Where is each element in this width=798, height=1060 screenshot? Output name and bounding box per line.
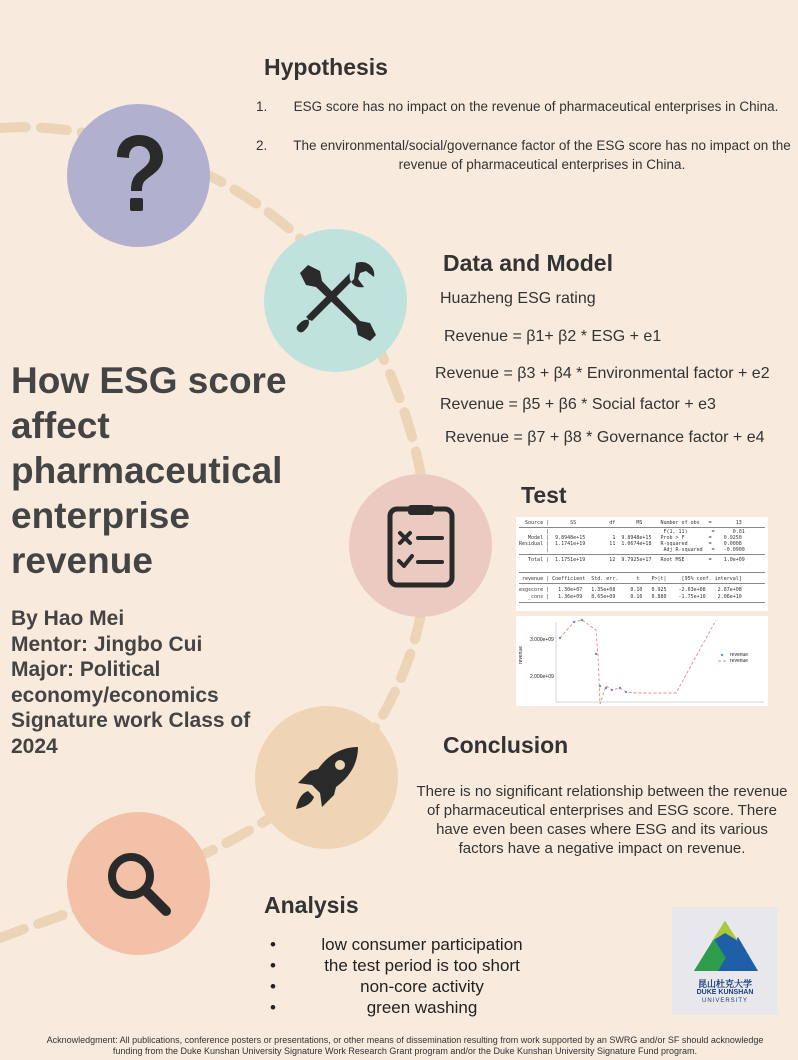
coef-row-2: _cons | 1.36e+09 8.65e+09 0.16 0.880 -1.75e+10 2.06e+10	[519, 594, 742, 600]
plot-ytick-1: 3.000e+09	[530, 637, 554, 643]
logo-line1: DUKE KUNSHAN	[696, 989, 754, 996]
equation-2: Revenue = β3 + β4 * Environmental factor + e2	[435, 365, 770, 382]
anova-row-1: | F(1, 11) = 0.01	[519, 529, 745, 535]
circle-rocket	[255, 706, 398, 849]
byline	[11, 606, 256, 759]
dku-logo	[672, 907, 778, 1015]
revenue-plot	[516, 616, 768, 706]
search-icon	[104, 849, 174, 919]
logo-line2: UNIVERSITY	[701, 998, 748, 1004]
equation-4: Revenue = β7 + β8 * Governance factor + e4	[445, 429, 765, 446]
conclusion-heading: Conclusion	[443, 732, 569, 758]
mentor: Mentor: Jingbo Cui	[11, 632, 203, 656]
table-rule	[519, 527, 765, 528]
acknowledgment: Acknowledgment: All publications, conference posters or presentations, or other means of dissemination resulting from work supported by an SWRG and/or SF should acknowledge funding from the Duke Kunshan University Signature Work Research Grant program and/or the Duke Kunshan University Signature Fund program.	[46, 1035, 764, 1056]
question-icon	[109, 133, 169, 218]
hypothesis-item-1	[256, 97, 786, 116]
plot-legend-2: revenue	[730, 658, 749, 664]
table-rule	[519, 583, 765, 584]
hypothesis-item-2-text: The environmental/social/governance factor of the ESG score has no impact on the revenue of pharmaceutical enterprises in China.	[293, 138, 791, 172]
table-rule	[519, 572, 765, 573]
poster-title: How ESG score affect pharmaceutical enterprise revenue	[11, 360, 287, 581]
regression-table	[516, 517, 768, 611]
rocket-icon	[292, 743, 362, 813]
clipboard-icon	[386, 503, 456, 589]
logo-chinese: 昆山杜克大学	[697, 979, 752, 989]
plot-ytick-2: 2.000e+09	[530, 674, 554, 680]
table-rule	[519, 554, 765, 555]
coef-header: revenue | Coefficient Std. err. t P>|t| [95% conf. interval]	[519, 576, 742, 582]
list-item: • green washing	[262, 997, 562, 1018]
hypothesis-item-1-text: ESG score has no impact on the revenue of pharmaceutical enterprises in China.	[293, 99, 779, 114]
list-item: • the test period is too short	[262, 955, 562, 976]
analysis-heading: Analysis	[264, 892, 359, 918]
plot-ylabel: revenue	[518, 645, 525, 665]
data-model-heading: Data and Model	[443, 250, 613, 276]
circle-clipboard	[349, 474, 492, 617]
class-year: Signature work Class of 2024	[11, 709, 251, 758]
equation-3: Revenue = β5 + β6 * Social factor + e3	[440, 396, 716, 413]
anova-row-3: Residual | 1.1741e+19 11 1.0674e+18 R-squared = 0.0008	[519, 541, 742, 547]
conclusion-text: There is no significant relationship between the revenue of pharmaceutical enterprises and ESG score. There have even been cases where ESG and its various factors have a negative impact on revenue.	[416, 783, 788, 857]
major: Major: Political economy/economics	[11, 658, 219, 707]
circle-tools	[264, 229, 407, 372]
hypothesis-item-2	[256, 136, 798, 174]
mountain-logo-icon	[672, 911, 778, 981]
table-rule	[519, 602, 765, 603]
anova-row-2: Model | 9.8948e+15 1 9.8948e+15 Prob > F = 0.9250	[519, 535, 742, 541]
tools-icon	[294, 259, 378, 343]
hypothesis-heading: Hypothesis	[264, 54, 388, 80]
circle-question	[67, 104, 210, 247]
author: By Hao Mei	[11, 607, 125, 630]
data-source: Huazheng ESG rating	[440, 290, 596, 307]
plot-legend-1: revenue	[730, 652, 749, 658]
circle-search	[67, 812, 210, 955]
coef-row-1: esgscore | 1.30e+07 1.35e+08 0.10 0.925 -2.63e+08 2.87e+08	[519, 587, 742, 593]
analysis-list	[262, 934, 562, 1018]
anova-row-5: Total | 1.1751e+19 12 9.7925e+17 Root MSE = 1.0e+09	[519, 557, 745, 563]
list-item: • low consumer participation	[262, 934, 562, 955]
test-heading: Test	[521, 482, 567, 508]
list-item: • non-core activity	[262, 976, 562, 997]
equation-1: Revenue = β1+ β2 * ESG + e1	[444, 328, 662, 345]
anova-header: Source | SS df MS Number of obs = 13	[519, 520, 742, 526]
hypothesis-item-1-number: 1.	[256, 99, 268, 114]
hypothesis-item-2-number: 2.	[256, 138, 268, 153]
anova-row-4: | Adj R-squared = -0.0900	[519, 547, 745, 553]
